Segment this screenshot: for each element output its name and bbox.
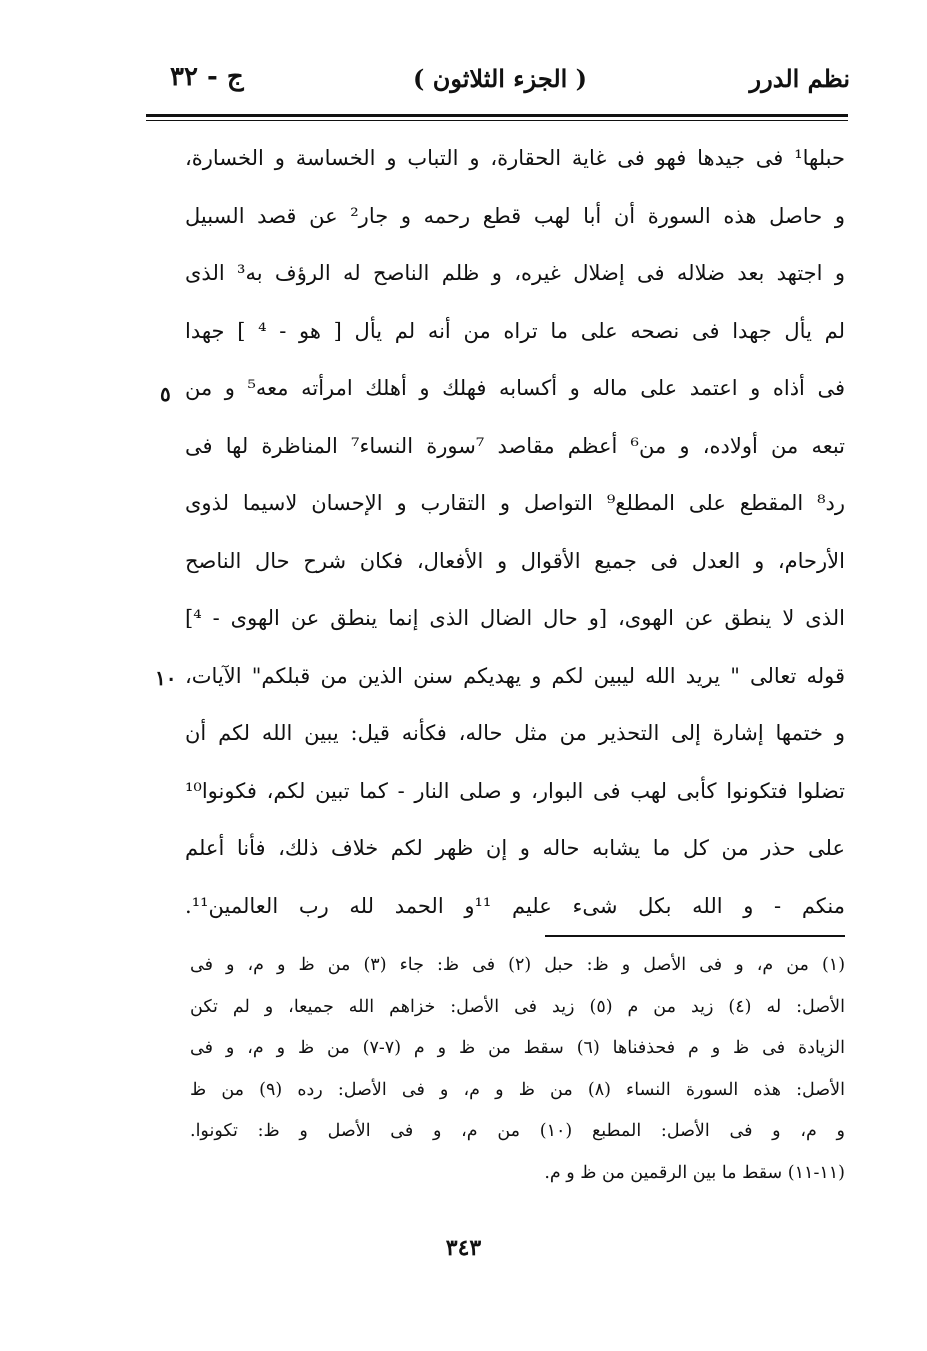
footnote-line: (١١-١١) سقط ما بين الرقمين من ظ و م. [544, 1162, 845, 1183]
footnote-line: و م، و فى الأصل: المطبع (١٠) من م، و فى الأصل و ظ: تكونوا. [190, 1121, 845, 1141]
footnote-separator [545, 935, 845, 937]
text-line: منكم - و الله بكل شىء عليم ¹¹و الحمد لله رب العالمين¹¹. [185, 893, 845, 918]
footnotes [190, 945, 845, 1194]
page-number: ٣٤٣ [445, 1235, 482, 1261]
text-line: الذى لا ينطق عن الهوى، [و حال الضال الذى إنما ينطق عن الهوى - ⁴] [185, 606, 845, 630]
text-line: تضلوا فتكونوا كأبى لهب فى البوار، و صلى النار - كما تبين لكم، فكونوا¹⁰ [185, 778, 845, 803]
text-line: تبعه من أولاده، و من⁶ أعظم مقاصد ⁷سورة النساء⁷ المناظرة لها فى [185, 433, 845, 458]
margin-line-number-5: ٥ [160, 382, 171, 406]
main-text [185, 130, 845, 935]
text-line: على حذر من كل ما يشابه حاله و إن ظهر لكم خلاف ذلك، فأنا أعلم [185, 836, 845, 860]
text-line: قوله تعالى " يريد الله ليبين لكم و يهديكم سنن الذين من قبلكم" الآيات، [185, 663, 845, 688]
text-line: حبلها¹ فى جيدها فهو فى غاية الحقارة، و التباب و الخساسة و الخسارة، [185, 146, 845, 170]
volume-number: ج - ٣٢ [170, 62, 244, 92]
text-line: لم يأل جهدا فى نصحه على ما تراه من أنه لم يأل [ هو - ⁴ ] جهدا [185, 318, 845, 343]
book-title: نظم الدرر [749, 64, 850, 93]
text-line: فى أذاه و اعتمد على ماله و أكسابه فهلك و أهلك امرأته معه⁵ و من [185, 376, 845, 400]
text-line: و اجتهد بعد ضلاله فى إضلال غيره، و ظلم الناصح له الرؤف به³ الذى [185, 261, 845, 285]
part-title: ( الجزء الثلاثون ) [412, 64, 588, 93]
text-line: الأرحام، و العدل فى جميع الأقوال و الأفعال، فكان شرح حال الناصح [185, 548, 845, 573]
margin-line-number-10: ١٠ [155, 666, 177, 690]
footnote-line: الزيادة فى ظ و م فحذفناها (٦) سقط من ظ و م (٧-٧) من ظ و م، و فى [190, 1038, 845, 1058]
footnote-line: (١) من م، و فى الأصل و ظ: حبل (٢) فى ظ: جاء (٣) من ظ و م، و فى [190, 955, 845, 975]
text-line: و ختمها إشارة إلى التحذير من مثل حاله، فكأنه قيل: يبين الله لكم أن [185, 721, 845, 745]
header-rule-thin [146, 120, 848, 121]
text-line: و حاصل هذه السورة أن أبا لهب قطع رحمه و جار² عن قصد السبيل [185, 203, 845, 228]
footnote-line: الأصل: هذه السورة النساء (٨) من ظ و م، و فى الأصل: رده (٩) من ظ [190, 1079, 845, 1100]
running-header [150, 58, 850, 106]
text-line: رد⁸ المقطع على المطلع⁹ التواصل و التقارب و الإحسان لاسيما لذوى [185, 491, 845, 515]
footnote-line: الأصل: له (٤) زيد من م (٥) زيد فى الأصل: خزاهم الله جميعا، و لم تكن [190, 996, 845, 1017]
header-rule-thick [146, 114, 848, 117]
